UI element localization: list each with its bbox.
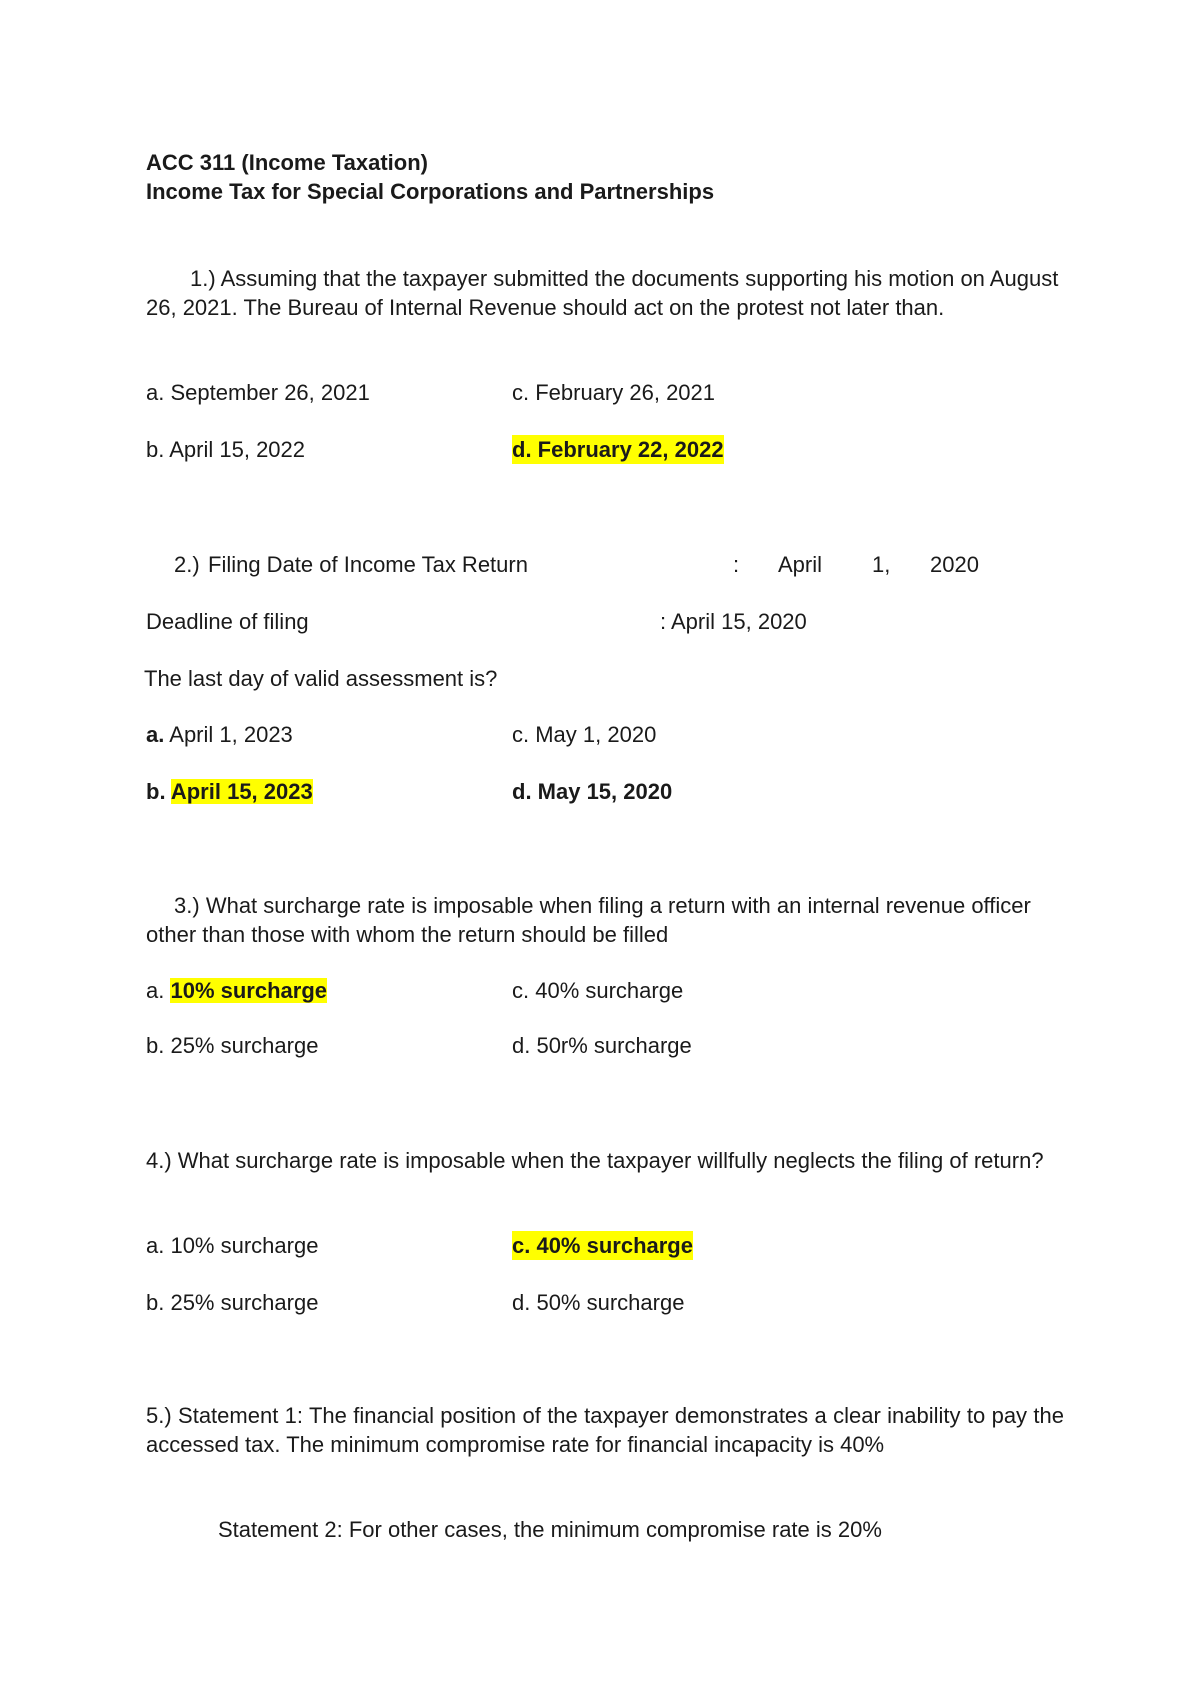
question-3 <box>146 891 1064 949</box>
q1-option-d-answer: d. February 22, 2022 <box>512 437 724 462</box>
q2-option-a-letter: a. <box>146 722 165 747</box>
question-5-statement-2: Statement 2: For other cases, the minimum compromise rate is 20% <box>218 1517 882 1542</box>
q2-question: The last day of valid assessment is? <box>144 666 498 691</box>
q1-option-a: a. September 26, 2021 <box>146 380 370 405</box>
q2-option-d: d. May 15, 2020 <box>512 779 673 804</box>
q2-option-a-text: April 1, 2023 <box>169 722 293 747</box>
q4-option-b: b. 25% surcharge <box>146 1290 319 1315</box>
q3-option-a <box>146 976 327 1005</box>
q2-filing-colon: : <box>733 552 740 577</box>
q3-option-b: b. 25% surcharge <box>146 1033 319 1058</box>
q1-option-c: c. February 26, 2021 <box>512 380 716 405</box>
question-1-number: 1.) <box>190 266 216 291</box>
q2-filing-month: April <box>778 552 823 577</box>
q3-option-d: d. 50r% surcharge <box>512 1033 692 1058</box>
q2-number: 2.) <box>174 552 200 577</box>
q2-option-c: c. May 1, 2020 <box>512 722 657 747</box>
q3-option-a-answer: 10% surcharge <box>170 978 328 1003</box>
q3-option-c: c. 40% surcharge <box>512 978 684 1003</box>
q4-option-c-answer: c. 40% surcharge <box>512 1233 693 1258</box>
q2-option-a <box>146 720 293 749</box>
topic-title: Income Tax for Special Corporations and Partnerships <box>146 179 715 204</box>
q2-option-b-letter: b. <box>146 779 166 804</box>
q2-option-b-answer <box>146 777 313 806</box>
question-1-text: Assuming that the taxpayer submitted the documents supporting his motion on August 26, 2021. The Bureau of Internal Revenue should act on the protest not later than. <box>146 266 1059 320</box>
question-1 <box>146 264 1064 322</box>
q2-filing-day: 1, <box>872 552 891 577</box>
q2-deadline-value: : April 15, 2020 <box>660 609 807 634</box>
course-title: ACC 311 (Income Taxation) <box>146 150 428 175</box>
q2-filing-label: Filing Date of Income Tax Return <box>208 552 528 577</box>
q4-option-d: d. 50% surcharge <box>512 1290 685 1315</box>
question-4: 4.) What surcharge rate is imposable when the taxpayer willfully neglects the filing of return? <box>146 1148 1044 1173</box>
question-5-statement-1: 5.) Statement 1: The financial position of the taxpayer demonstrates a clear inability to pay the accessed tax. The minimum compromise rate for financial incapacity is 40% <box>146 1403 1064 1457</box>
question-3-text: What surcharge rate is imposable when filing a return with an internal revenue officer other than those with whom the return should be filled <box>146 893 1031 947</box>
q2-filing-year: 2020 <box>930 552 979 577</box>
q1-option-b: b. April 15, 2022 <box>146 437 306 462</box>
q2-option-b-text: April 15, 2023 <box>170 779 313 804</box>
q4-option-a: a. 10% surcharge <box>146 1233 319 1258</box>
q2-deadline-label: Deadline of filing <box>146 609 309 634</box>
question-3-number: 3.) <box>174 893 200 918</box>
q3-option-a-letter: a. <box>146 978 165 1003</box>
